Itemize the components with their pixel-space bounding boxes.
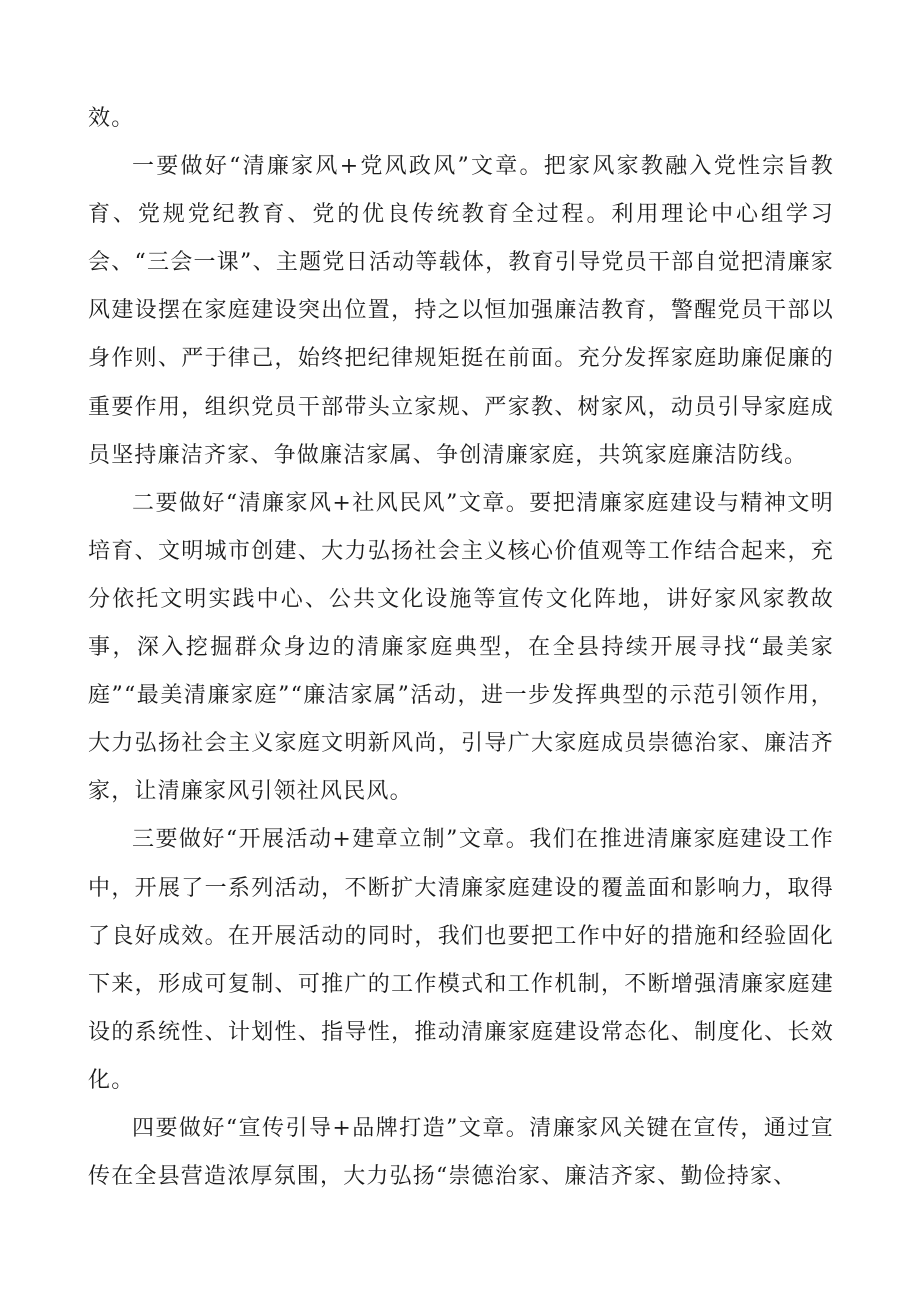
document-body [88, 95, 834, 1201]
paragraph-4: 四要做好“宣传引导+品牌打造”文章。清廉家风关键在宣传，通过宣传在全县营造浓厚氛围，大力弘扬“崇德治家、廉洁齐家、勤俭持家、 [88, 1115, 834, 1190]
paragraph-0: 效。 [88, 106, 135, 131]
paragraph-1: 一要做好“清廉家风+党风政风”文章。把家风家教融入党性宗旨教育、党规党纪教育、党的优良传统教育全过程。利用理论中心组学习会、“三会一课”、主题党日活动等载体，教育引导党员干部自觉把清廉家风建设摆在家庭建设突出位置，持之以恒加强廉洁教育，警醒党员干部以身作则、严于律己，始终把纪律规矩挺在前面。充分发挥家庭助廉促廉的重要作用，组织党员干部带头立家规、严家教、树家风，动员引导家庭成员坚持廉洁齐家、争做廉洁家属、争创清廉家庭，共筑家庭廉洁防线。 [88, 154, 834, 468]
paragraph-3: 三要做好“开展活动+建章立制”文章。我们在推进清廉家庭建设工作中，开展了一系列活动，不断扩大清廉家庭建设的覆盖面和影响力，取得了良好成效。在开展活动的同时，我们也要把工作中好的措施和经验固化下来，形成可复制、可推广的工作模式和工作机制，不断增强清廉家庭建设的系统性、计划性、指导性，推动清廉家庭建设常态化、制度化、长效化。 [88, 827, 834, 1093]
paragraph-2: 二要做好“清廉家风+社风民风”文章。要把清廉家庭建设与精神文明培育、文明城市创建、大力弘扬社会主义核心价值观等工作结合起来，充分依托文明实践中心、公共文化设施等宣传文化阵地，讲好家风家教故事，深入挖掘群众身边的清廉家庭典型，在全县持续开展寻找“最美家庭”“最美清廉家庭”“廉洁家属”活动，进一步发挥典型的示范引领作用，大力弘扬社会主义家庭文明新风尚，引导广大家庭成员崇德治家、廉洁齐家，让清廉家风引领社风民风。 [88, 490, 834, 805]
